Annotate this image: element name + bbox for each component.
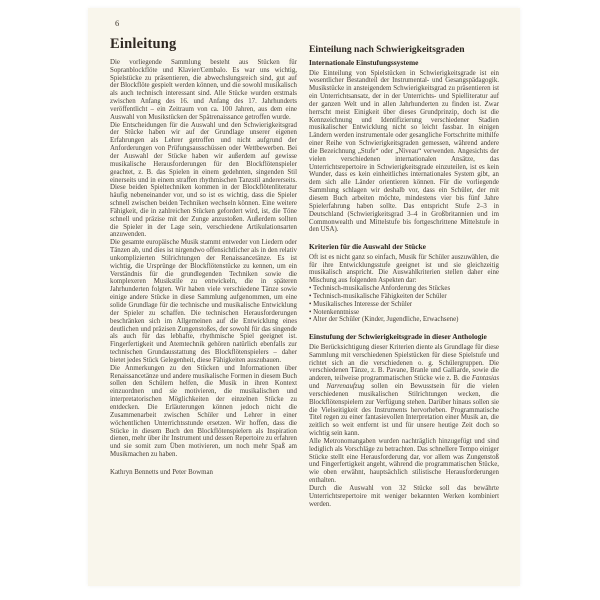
subsection-heading-einstufung: Einstufung der Schwierigkeitsgrade in dieser Anthologie xyxy=(309,332,487,342)
body-paragraph-international: Die Einteilung von Spielstücken in Schwierigkeitsgrade ist ein wesentlicher Bestandteil der Instrumental- und Gesangspädagogik. Musikstücke in ansteigendem Schwierigkeitsgrad zu präsentieren ist ein Unterrichtsansatz, der in der Unterrichts- und Spielliteratur auf der ganzen Welt und in allen Jahrhunderten zu finden ist. Zwar herrscht meist Einigkeit über dieses Grundprinzip, doch ist die Kennzeichnung und Identifizierung verschiedener Stadien musikalischer Entwicklung nicht so leicht fassbar. In einigen Ländern werden instrumentale oder gesangliche Fortschritte mithilfe einer Reihe von Schwierigkeitsgraden gemessen, während andere die Bezeichnung „Stufe“ oder „Niveau“ verwenden. Angesichts der vielen verschiedenen internationalen Ansätze, das Unterrichtsrepertoire in Schwierigkeitsgrade einzuteilen, ist es kein Wunder, dass es kein einheitliches internationales System gibt, an dem sich alle Länder orientieren können. Für die vorliegende Sammlung schlagen wir deshalb vor, dass ein Schüler, der mit diesem Buch arbeiten möchte, mindestens vier bis fünf Jahre Spielerfahrung haben sollte. Das entspricht Stufe 2–3 in Deutschland (Schwierigkeitsgrad 3–4 in Großbritannien und im Commonwealth und Mittelstufe bis fortgeschrittene Mittelstufe in den USA). xyxy=(309,69,499,234)
paragraph-text: sollen ein Bewusstsein für die vielen verschiedenen musikalischen Stilrichtungen wecken, die Blockflötenspielern zur Verfügung stehen. Darüber hinaus sollen sie die Vielseitigkeit des Instruments hervorheben. Programmatische Titel regen zu einer fantasievollen Interpretation einer Musik an, die zeitlich so weit entfernt ist und für unsere heutige Zeit doch so wichtig sein kann. xyxy=(309,383,499,438)
bullet-text: Alter der Schüler (Kinder, Jugendliche, Erwachsene) xyxy=(312,316,459,324)
paragraph-text: und xyxy=(309,383,327,391)
bullet-text: Technisch-musikalische Anforderung des Stückes xyxy=(313,285,451,293)
left-column xyxy=(110,36,297,477)
paragraph-text: Die Berücksichtigung dieser Kriterien diente als Grundlage für diese Sammlung mit verschiedenen Spielstücken für diese Spielstufe und richtet sich an die verschiedenen o. g. Schülergruppen. Die verschiedenen Tänze, z. B. Pavane, Branle und Galliarde, sowie die anderen, teilweise programmatischen Stücke wie z. B. die xyxy=(309,343,499,383)
intro-paragraph-1: Die vorliegende Sammlung besteht aus Stücken für Sopranblockflöte und Klavier/Cembalo. Es war uns wichtig, Spielstücke zu präsentieren, die abwechslungsreich sind, gut auf der Blockflöte gespielt werden können, und die sowohl musikalisch als auch technisch interessant sind. Alle Stücke wurden erstmals zwischen Anfang des 16. und Anfang des 17. Jahrhunderts veröffentlicht – ein Zeitraum von ca. 100 Jahren, aus dem eine Auswahl von Musikstücken der Spätrenaissance getroffen wurde. xyxy=(110,58,297,121)
italic-title-fantasias: Fantasias xyxy=(471,375,499,383)
bullet-marker-icon: • xyxy=(309,316,312,324)
bullet-marker-icon: • xyxy=(309,292,312,300)
book-page xyxy=(88,8,520,586)
intro-paragraph-2: Die Entscheidungen für die Auswahl und den Schwierigkeitsgrad der Stücke haben wir auf der Grundlage unserer eigenen Erfahrungen als Lehrer getroffen und nicht aufgrund der Anforderungen von Prüfungsausschüssen oder Wettbewerben. Bei der Auswahl der Stücke haben wir außerdem auf gewisse musikalische Herausforderungen für den Blockflötenspieler geachtet, z. B. das Spielen in einem gedehnten, singenden Stil einerseits und in einem straffen rhythmischen Tanzstil andererseits. Diese beiden Spieltechniken kommen in der Blockflötenliteratur häufig nebeneinander vor, und so ist es wichtig, dass die Spieler schnell zwischen beiden Techniken wechseln können. Eine weitere Fähigkeit, die in zahlreichen Stücken gefordert wird, ist, die Töne schnell und präzise mit der Zunge anzustoßen. Außerdem sollten die Spieler in der Lage sein, verschiedene Artikulationsarten anzuwenden. xyxy=(110,121,297,239)
subsection-heading-kriterien: Kriterien für die Auswahl der Stücke xyxy=(309,242,426,252)
author-signature: Kathryn Bennetts und Peter Bowman xyxy=(110,468,213,476)
right-column xyxy=(309,44,499,509)
intro-paragraph-4: Die Anmerkungen zu den Stücken und Informationen über Renaissancetänze und andere musikalische Formen in diesem Buch sollen den Schülern helfen, die Musik in ihren Kontext einzuordnen und sie motivieren, die musikalischen und interpretatorischen Möglichkeiten der einzelnen Stücke zu entdecken. Die Erläuterungen können jedoch nicht die Zusammenarbeit zwischen Schüler und Lehrer in einer wöchentlichen Unterrichtsstunde ersetzen. Wir hoffen, dass die Stücke in diesem Buch den Blockflötenspielern als Inspiration dienen, mehr über ihr Instrument und dessen Repertoire zu erfahren und sie somit zum Üben motivieren, um noch mehr Spaß am Musikmachen zu haben. xyxy=(110,364,297,459)
body-paragraph-einstufung-2: Alle Metronomangaben wurden nachträglich hinzugefügt und sind lediglich als Vorschläge zu betrachten. Das schnellere Tempo einiger Stücke stellt eine Herausforderung dar, vor allem was Zungenstoß und Fingerfertigkeit angeht, während die programmatischen Stücke, wie oben erwähnt, hauptsächlich stilistische Herausforderungen enthalten. xyxy=(309,437,499,485)
body-paragraph-einstufung-1 xyxy=(309,344,499,438)
bullet-item xyxy=(309,301,499,309)
bullet-text: Musikalisches Interesse der Schüler xyxy=(313,300,413,308)
bullet-item xyxy=(309,316,499,324)
body-paragraph-kriterien-intro: Oft ist es nicht ganz so einfach, Musik für Schüler auszuwählen, die für ihre Entwicklungsstufe geeignet ist und sie gleichzeitig musikalisch anspricht. Die Auswahlkriterien stellen daher eine Mischung aus folgenden Aspekten dar: xyxy=(309,253,499,285)
bullet-marker-icon: • xyxy=(309,308,312,316)
italic-title-narrenaufzug: Narrenaufzug xyxy=(326,383,365,391)
intro-heading: Einleitung xyxy=(110,36,177,52)
bullet-marker-icon: • xyxy=(309,285,312,293)
subsection-heading-international: Internationale Einstufungssysteme xyxy=(309,58,419,67)
bullet-text: Notenkenntnisse xyxy=(313,308,360,316)
section-heading: Einteilung nach Schwierigkeitsgraden xyxy=(309,44,465,55)
intro-paragraph-3: Die gesamte europäische Musik stammt entweder von Liedern oder Tänzen ab, und dies ist nirgendwo offensichtlicher als in den relativ unkomplizierten Stilrichtungen der Renaissancetänze. Es ist wichtig, die Ursprünge der Blockflötenstücke zu kennen, um ein Verständnis für die grundlegenden Techniken sowie die komplexeren Musikstile zu entwickeln, die in späteren Jahrhunderten folgten. Wir haben viele verschiedene Tänze sowie einige andere Stücke in diese Sammlung aufgenommen, um eine solide Grundlage für die technische und musikalische Entwicklung der Spieler zu schaffen. Die technischen Herausforderungen beschränken sich im Allgemeinen auf die Entwicklung eines deutlichen und präzisen Zungenstoßes, der sowohl für das singende als auch für das lebhafte, rhythmische Spiel geeignet ist. Fingerfertigkeit und Atemtechnik gehören natürlich ebenfalls zur technischen Grundausstattung des Blockflötenspielers – daher bietet jedes Stück Gelegenheit, diese Fähigkeiten auszubauen. xyxy=(110,239,297,364)
body-paragraph-einstufung-3: Durch die Auswahl von 32 Stücke soll das bewährte Unterrichtsrepertoire mit weniger bekannten Werken kombiniert werden. xyxy=(309,485,499,508)
page-number: 6 xyxy=(115,18,120,28)
criteria-bullet-list xyxy=(309,285,499,324)
bullet-item xyxy=(309,285,499,293)
bullet-marker-icon: • xyxy=(309,300,312,308)
bullet-item xyxy=(309,309,499,317)
bullet-text: Technisch-musikalische Fähigkeiten der Schüler xyxy=(313,292,447,300)
bullet-item xyxy=(309,293,499,301)
